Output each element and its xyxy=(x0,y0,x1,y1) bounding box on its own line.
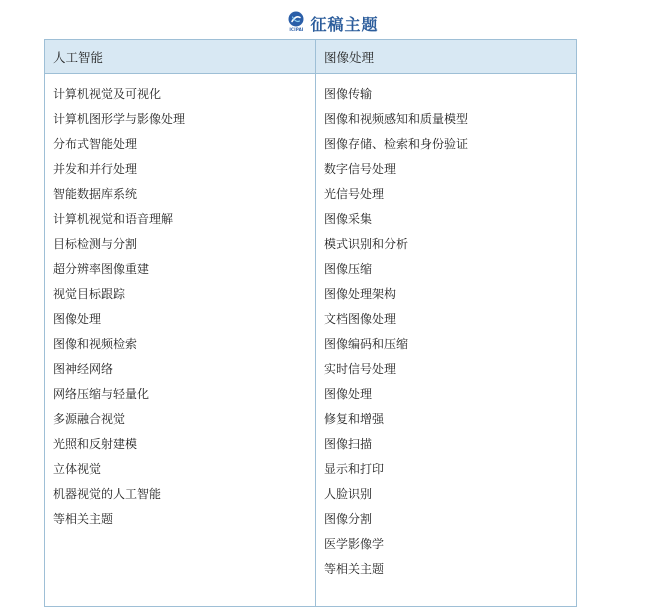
topic-item: 分布式智能处理 xyxy=(53,137,138,151)
topics-table xyxy=(44,39,577,607)
topic-item: 超分辨率图像重建 xyxy=(53,262,150,276)
topic-item: 网络压缩与轻量化 xyxy=(53,387,150,401)
topic-item: 立体视觉 xyxy=(53,462,102,476)
topic-item: 显示和打印 xyxy=(324,462,385,476)
topic-item: 图像处理 xyxy=(324,387,373,401)
topic-item: 模式识别和分析 xyxy=(324,237,409,251)
image-topics-cell xyxy=(316,74,577,607)
topic-item: 多源融合视觉 xyxy=(53,412,126,426)
topic-item: 图像编码和压缩 xyxy=(324,337,409,351)
topic-item: 文档图像处理 xyxy=(324,312,397,326)
topic-item: 图像处理 xyxy=(53,312,102,326)
conference-logo xyxy=(286,11,306,35)
topic-item: 等相关主题 xyxy=(53,512,114,526)
topic-item: 智能数据库系统 xyxy=(53,187,138,201)
section-header xyxy=(0,10,665,36)
logo-text: ICIPAI xyxy=(289,27,304,32)
page-title: 征稿主题 xyxy=(310,14,379,34)
topic-item: 机器视觉的人工智能 xyxy=(53,487,162,501)
ai-topics-cell xyxy=(45,74,316,607)
column-header-ai: 人工智能 xyxy=(45,40,316,74)
ai-topic-list xyxy=(53,82,315,532)
column-header-image-processing: 图像处理 xyxy=(316,40,577,74)
topic-item: 图像采集 xyxy=(324,212,373,226)
topic-item: 实时信号处理 xyxy=(324,362,397,376)
topic-item: 目标检测与分割 xyxy=(53,237,138,251)
topic-item: 并发和并行处理 xyxy=(53,162,138,176)
topic-item: 图像扫描 xyxy=(324,437,373,451)
topic-item: 数字信号处理 xyxy=(324,162,397,176)
topic-item: 等相关主题 xyxy=(324,562,385,576)
topic-item: 医学影像学 xyxy=(324,537,385,551)
topic-item: 修复和增强 xyxy=(324,412,385,426)
topic-item: 计算机图形学与影像处理 xyxy=(53,112,186,126)
topic-item: 光照和反射建模 xyxy=(53,437,138,451)
topic-item: 图像处理架构 xyxy=(324,287,397,301)
topic-item: 图像和视频感知和质量模型 xyxy=(324,112,469,126)
image-topic-list xyxy=(324,82,576,582)
topic-item: 图像和视频检索 xyxy=(53,337,138,351)
topic-item: 图像传输 xyxy=(324,87,373,101)
topic-item: 图像分割 xyxy=(324,512,373,526)
topic-item: 图像压缩 xyxy=(324,262,373,276)
topic-item: 图神经网络 xyxy=(53,362,114,376)
logo-icon xyxy=(288,11,304,27)
topic-item: 人脸识别 xyxy=(324,487,373,501)
topic-item: 光信号处理 xyxy=(324,187,385,201)
topic-item: 图像存储、检索和身份验证 xyxy=(324,137,469,151)
topic-item: 视觉目标跟踪 xyxy=(53,287,126,301)
topic-item: 计算机视觉和语音理解 xyxy=(53,212,174,226)
topic-item: 计算机视觉及可视化 xyxy=(53,87,162,101)
